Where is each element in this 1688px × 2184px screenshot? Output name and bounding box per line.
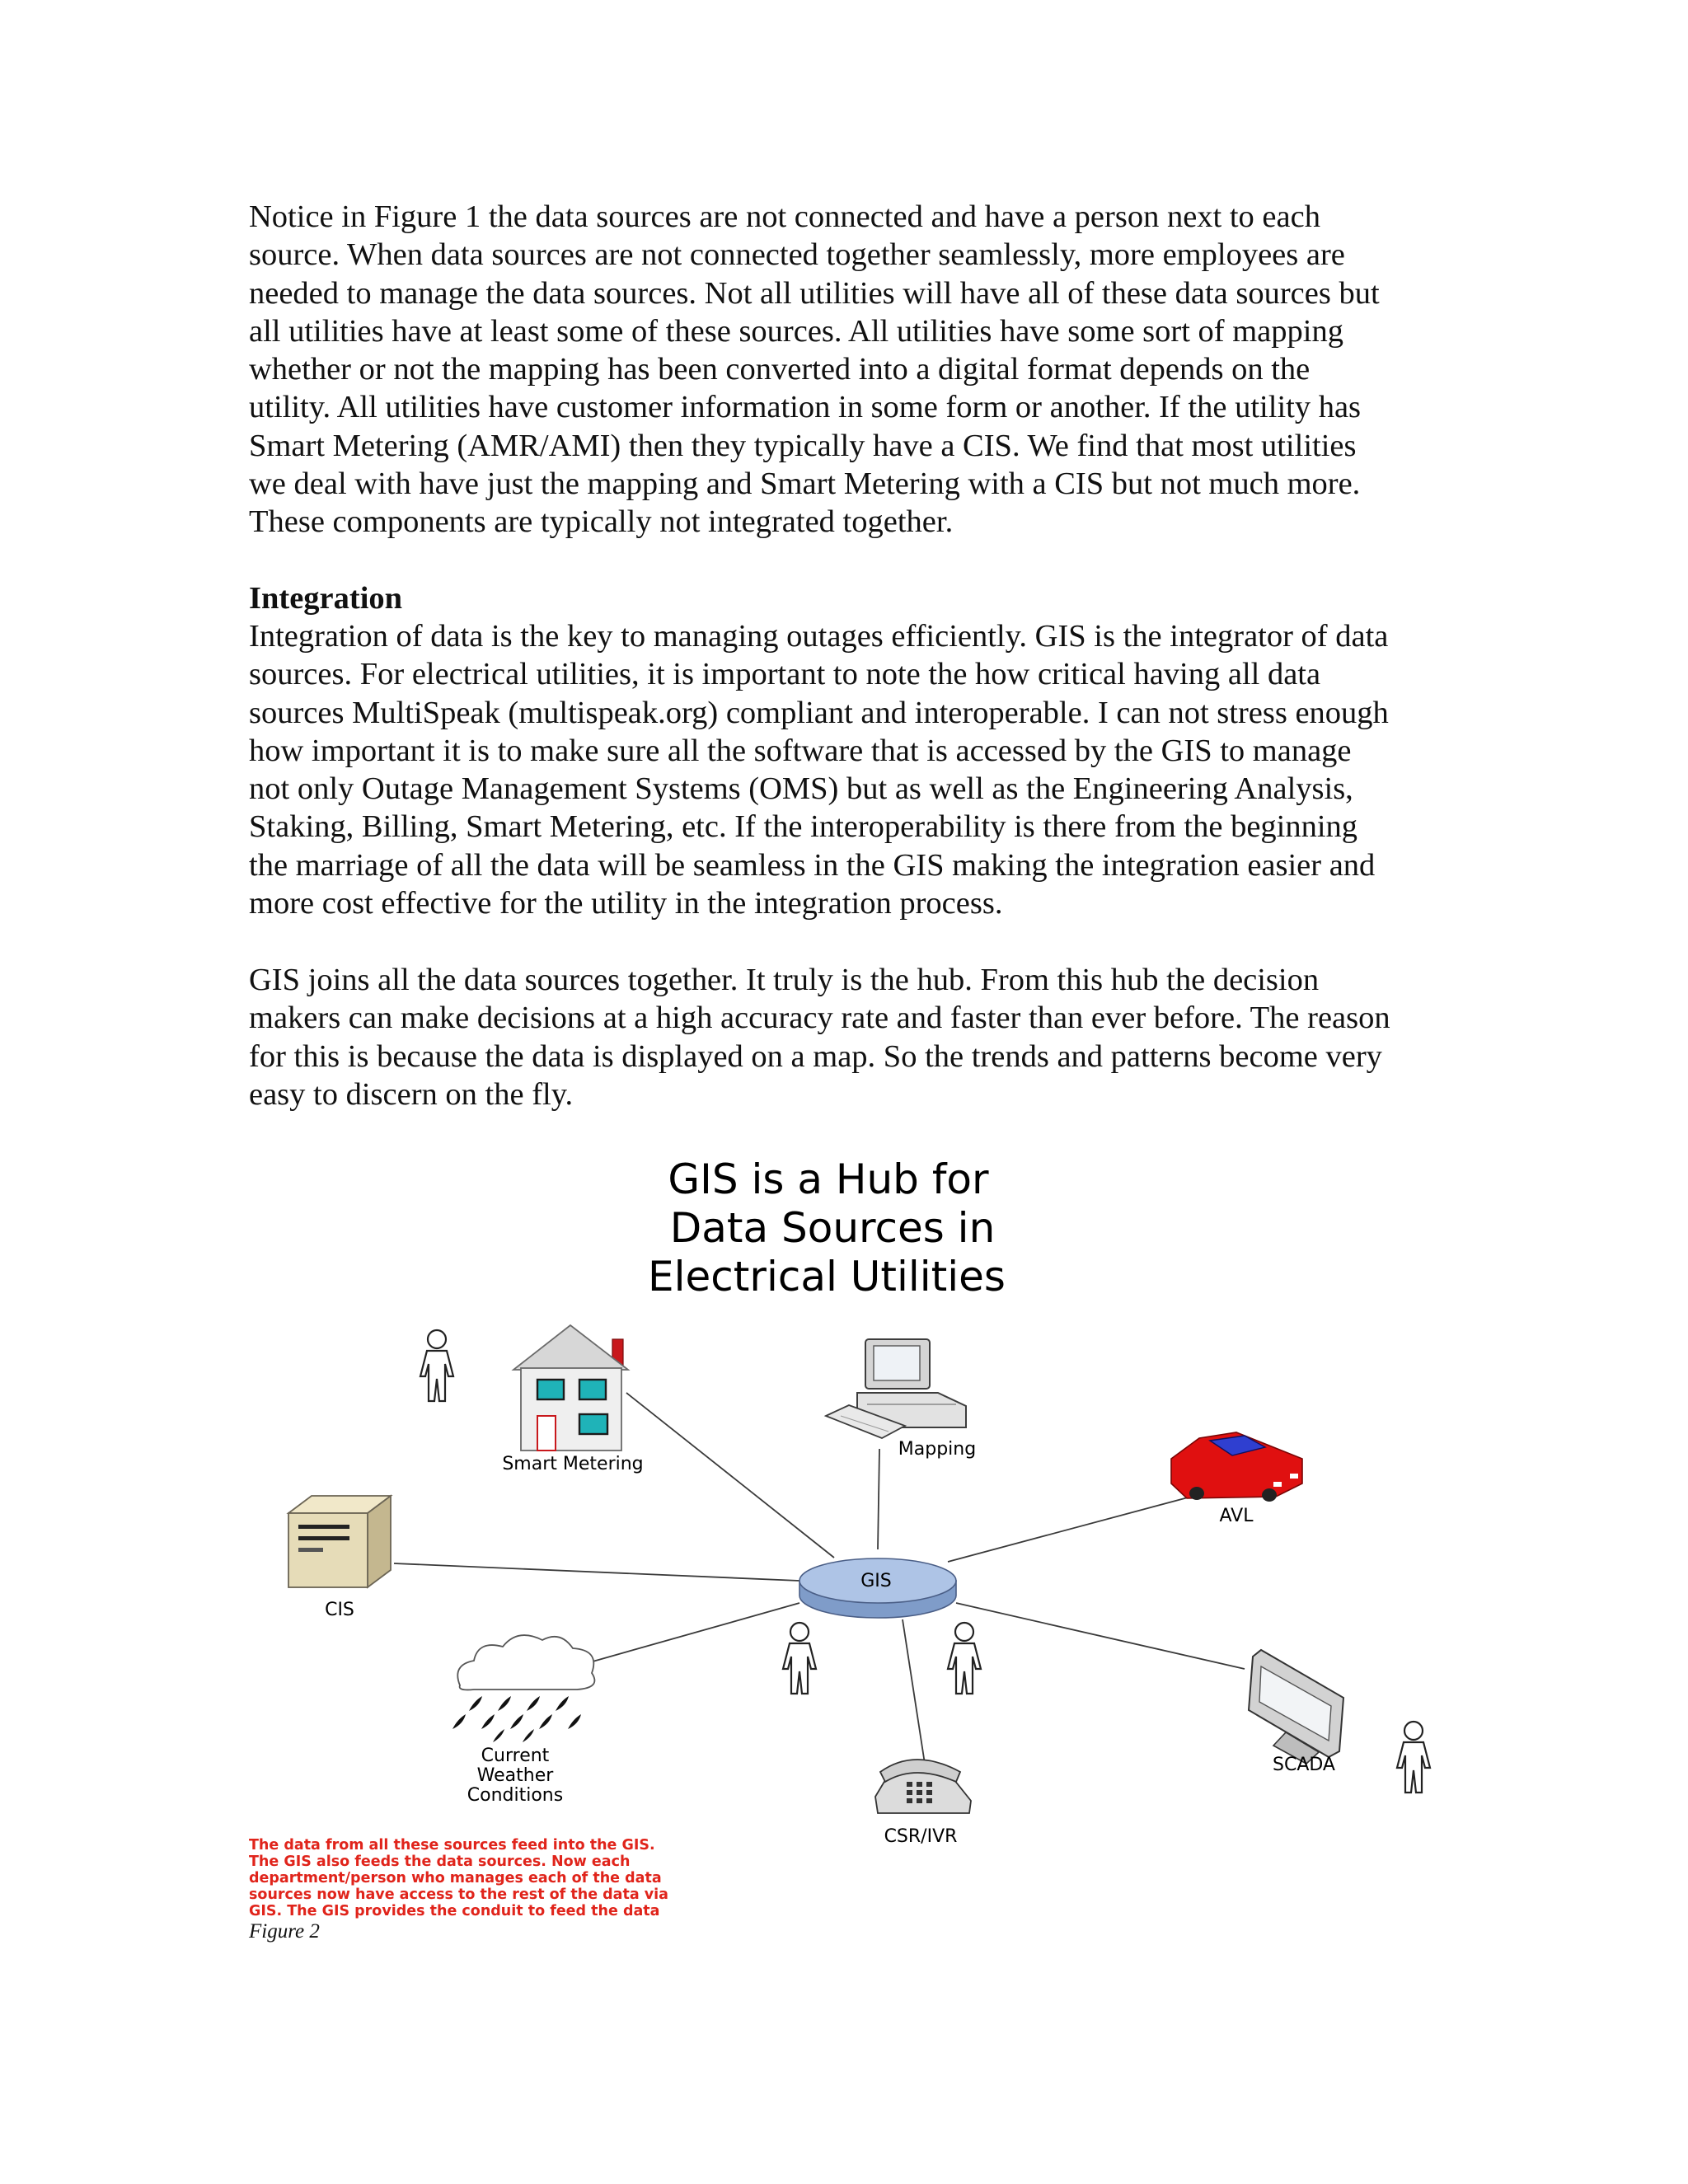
text-line: easy to discern on the fly. xyxy=(249,1076,574,1112)
telephone-icon xyxy=(875,1760,971,1847)
text-line: we deal with have just the mapping and Smart Metering with a CIS but not much more. xyxy=(249,466,1361,502)
weather-label-line: Current xyxy=(481,1746,550,1766)
text-line: sources MultiSpeak (multispeak.org) compliant and interoperable. I can not stress enough xyxy=(249,695,1389,730)
connector-line xyxy=(878,1449,879,1549)
weather-cloud-icon xyxy=(452,1635,594,1806)
gis-hub-label: GIS xyxy=(860,1571,892,1591)
text-line: more cost effective for the utility in the integration process. xyxy=(249,886,1003,921)
text-line: Integration of data is the key to managing outages efficiently. GIS is the integrator of data xyxy=(249,619,1389,654)
connector-line xyxy=(948,1493,1203,1562)
text-line: all utilities have at least some of these sources. All utilities have some sort of mapping xyxy=(249,313,1343,349)
person-icon xyxy=(783,1623,816,1694)
smart-metering-label: Smart Metering xyxy=(502,1454,644,1474)
scada-label: SCADA xyxy=(1273,1755,1335,1775)
note-line: sources now have access to the rest of the data via xyxy=(249,1886,668,1903)
weather-label-line: Weather xyxy=(476,1765,554,1786)
text-line: the marriage of all the data will be seamless in the GIS making the integration easier and xyxy=(249,847,1376,883)
text-line: Staking, Billing, Smart Metering, etc. If the interoperability is there from the beginning xyxy=(249,809,1358,845)
text-line: needed to manage the data sources. Not all utilities will have all of these data sources but xyxy=(249,275,1380,311)
connector-line xyxy=(581,1603,799,1665)
avl-label: AVL xyxy=(1219,1506,1254,1526)
person-icon xyxy=(948,1623,981,1694)
text-line: Notice in Figure 1 the data sources are not connected and have a person next to each xyxy=(249,199,1320,234)
note-line: The GIS also feeds the data sources. Now each xyxy=(249,1854,631,1870)
cis-label: CIS xyxy=(325,1600,354,1620)
monitor-icon xyxy=(1249,1650,1343,1775)
section-heading-integration: Integration xyxy=(249,581,403,616)
text-line: These components are typically not integrated together. xyxy=(249,504,954,540)
figure-title-line: Data Sources in xyxy=(669,1204,996,1252)
connector-line xyxy=(394,1563,799,1581)
text-line: Smart Metering (AMR/AMI) then they typically have a CIS. We find that most utilities xyxy=(249,428,1357,463)
text-line: sources. For electrical utilities, it is important to note the how critical having all data xyxy=(249,657,1321,692)
weather-label-line: Conditions xyxy=(467,1785,564,1806)
connector-line xyxy=(626,1393,834,1558)
person-icon xyxy=(420,1330,453,1401)
figure-caption: Figure 2 xyxy=(249,1920,320,1943)
figure-title-line: Electrical Utilities xyxy=(648,1253,1006,1301)
text-line: makers can make decisions at a high accuracy rate and faster than ever before. The reason xyxy=(249,1001,1390,1036)
computer-icon xyxy=(826,1339,976,1460)
car-icon xyxy=(1171,1432,1302,1526)
person-icon xyxy=(1397,1722,1430,1793)
server-icon xyxy=(288,1496,391,1620)
mapping-label: Mapping xyxy=(898,1439,977,1460)
connector-line xyxy=(956,1603,1245,1669)
figure-title-line: GIS is a Hub for xyxy=(668,1155,989,1203)
note-line: department/person who manages each of the data xyxy=(249,1870,662,1886)
connector-line xyxy=(903,1619,925,1764)
text-line: for this is because the data is displayed on a map. So the trends and patterns become very xyxy=(249,1038,1382,1074)
text-line: not only Outage Management Systems (OMS) but as well as the Engineering Analysis, xyxy=(249,771,1353,807)
figure-note xyxy=(249,1837,668,1919)
text-line: utility. All utilities have customer information in some form or another. If the utility has xyxy=(249,390,1362,425)
text-line: whether or not the mapping has been converted into a digital format depends on the xyxy=(249,352,1311,387)
text-line: source. When data sources are not connected together seamlessly, more employees are xyxy=(249,237,1345,273)
text-line: GIS joins all the data sources together. It truly is the hub. From this hub the decision xyxy=(249,963,1320,997)
text-line: how important it is to make sure all the software that is accessed by the GIS to manage xyxy=(249,733,1352,768)
note-line: The data from all these sources feed into the GIS. xyxy=(249,1837,655,1854)
note-line: GIS. The GIS provides the conduit to feed the data xyxy=(249,1903,660,1919)
csr-ivr-label: CSR/IVR xyxy=(884,1826,958,1847)
gis-hub-icon xyxy=(799,1558,956,1618)
house-icon xyxy=(502,1325,643,1474)
